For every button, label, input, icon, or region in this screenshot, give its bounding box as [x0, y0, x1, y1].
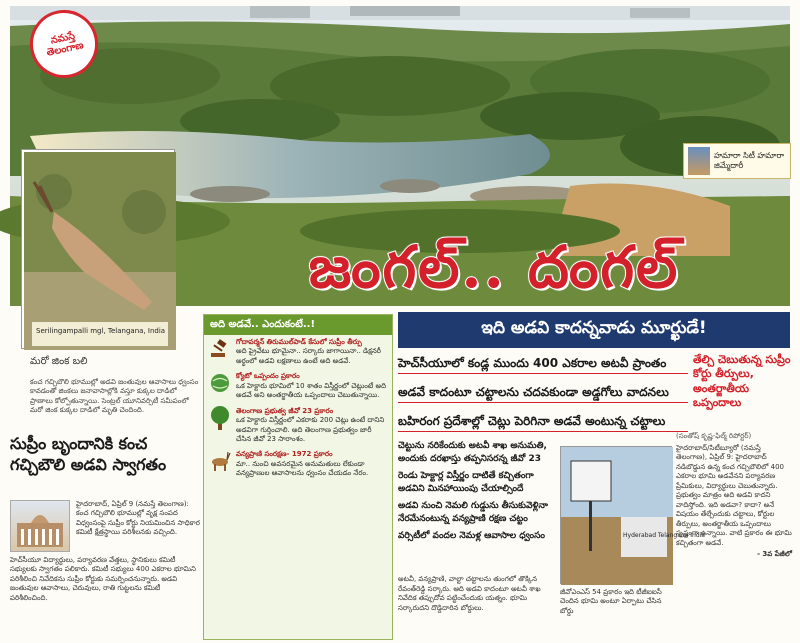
- highlight-line: బహిరంగ ప్రదేశాల్లో చెట్లు పెరిగినా అడవే అంటున్న చట్టాలు: [398, 411, 688, 432]
- info-item: [204, 447, 392, 481]
- reporter-credit: (సంతోష్ కృష్ణ-ఫిల్మ్ రిపోర్టర్): [676, 432, 752, 440]
- deer-photo: [22, 150, 174, 348]
- sign-text: Hyderabad Telangana India: [623, 532, 705, 539]
- inset-caption: హమారా సిటీ హమారా జిమ్మేదారీ: [714, 151, 784, 170]
- mid-body: అటవీ, వన్యప్రాణి, వాల్టా చట్టాలను తుంగలో తొక్కిన రేవంత్‌రెడ్డి సర్కారు. ఆది అడవి కాదంటూ అటవీ శాఖ నివేదిక తప్పుదోవ పట్టించేందుకు యత్నం. భూమి సర్కారుదని దొడ్డిదారిన బోర్డులు.: [398, 575, 541, 612]
- deer-caption: మరో జింక బలి: [30, 356, 88, 367]
- signboard-caption: జీవోఎంఎస్ 54 ప్రకారం ఇది టీజీఐఐసీ చెందిన భూమి అంటూ ఏర్పాటు చేసిన బోర్డు: [560, 588, 662, 615]
- inset-thumbnail: [688, 147, 710, 175]
- side-note: తేల్చి చెబుతున్న సుప్రీం కోర్టు తీర్పులు, అంతర్జాతీయ ఒప్పందాలు: [693, 353, 791, 409]
- quote-banner: ఇది అడవి కాదన్నవాడు మూర్ఖుడే!: [398, 312, 790, 348]
- info-item-text: అది ప్రైవేటు భూమైనా.. సర్కారు జాగాయినా.. డిక్షనరీ అర్థంలో అడవి లక్షణాలు ఉంటే అది అడవే.: [236, 347, 381, 365]
- mid-quote: చెట్టును నరికేందుకు అటవీ శాఖ అనుమతి, అందుకు దరఖాస్తు తప్పనిసరన్న జీవో 23: [398, 441, 547, 464]
- info-item-source: తెలంగాణ ప్రభుత్వ జీవో 23 ప్రకారం: [236, 406, 334, 415]
- signboard-photo: [560, 446, 705, 584]
- logo-text: నమస్తే తెలంగాణ: [45, 30, 85, 59]
- info-item-source: గోదావర్మన్ తిరుముల్‌పాడ్ కేసులో సుప్రీం తీర్పు: [236, 338, 362, 346]
- info-item: [204, 369, 392, 403]
- supreme-court-photo: [10, 500, 70, 552]
- inset-box: [683, 143, 791, 179]
- continued-label: - 3వ పేజీలో: [757, 550, 792, 559]
- main-headline: జంగల్.. దంగల్: [308, 233, 680, 301]
- mid-quote: వర్సిటీలో వందల నెమళ్ల ఆవాసాల ధ్వంసం: [398, 531, 545, 541]
- supreme-heading: సుప్రీం బృందానికి కంచ గచ్చిబౌలి అడవి స్వాగతం: [10, 434, 167, 474]
- info-box-heading: అది అడవే.. ఎందుకంటే..!: [204, 315, 392, 335]
- supreme-body: హెచ్‌సీయూ విద్యార్థులు, పర్యావరణ వేత్తలు, స్థానికులు కమిటీ సభ్యులకు స్వాగతం పలికారు. కమిటీ సభ్యులు 400 ఎకరాల భూమిని పరిశీలించి నివేదికను సుప్రీం కోర్టుకు సమర్పించనున్నారు. అడవి జంతువుల ఆవాసాలు, చెరువులు, రాతి గుట్టలను కమిటీ పరిశీలించింది.: [10, 556, 196, 602]
- deer-icon: [208, 450, 232, 472]
- highlight-line: అడవే కాదంటూ చట్టాలను చదవకుండా అడ్డగోలు వాదనలు: [398, 382, 688, 403]
- info-item: [204, 335, 392, 369]
- right-article: [676, 432, 792, 560]
- deer-subtext: కంచ గచ్చిబౌలి భూముల్లో అడవి జంతువుల ఆవాసాలు ధ్వంసం కావడంతో జింకలు జనావాసాల్లోకి వస్తూ కుక్కల దాడిలో ప్రాణాలు కోల్పోతున్నాయి. సెంట్రల్ యూనివర్సిటీ సమీపంలో మరో జింక కుక్కల దాడిలో మృతి చెందింది.: [30, 378, 199, 415]
- info-item-source: క్యోటో ఒప్పందం ప్రకారం: [236, 372, 300, 381]
- info-item-text: మా.. నుంచి అవసరమైన అనుమతులు లేకుండా వన్యప్రాణుల ఆవాసాలను ధ్వంసం చేయడం నేరం.: [236, 459, 369, 478]
- tree-icon: [208, 407, 232, 429]
- info-item: [204, 404, 392, 448]
- deer-watermark: Serilingampalli mgl, Telangana, India: [36, 327, 166, 335]
- supreme-photo-text: హైదరాబాద్, ఏప్రిల్ 9 (నమస్తే తెలంగాణ): కంచ గచ్చిబౌలి భూముల్లో వృక్ష సంపద విధ్వంసంపై సుప్రీం కోర్టు నియమించిన సాధికార కమిటీ క్షేత్రస్థాయి పరిశీలనకు వచ్చింది.: [76, 500, 200, 537]
- mid-quote: అడవి నుంచి నెమలి గుడ్డును తీసుకువెళ్లినా నేరమేనంటున్న వన్యప్రాణి రక్షణ చట్టం: [398, 501, 548, 524]
- gavel-icon: [208, 338, 232, 360]
- globe-icon: [208, 372, 232, 394]
- info-item-source: వన్యప్రాణి సంరక్షణ- 1972 ప్రకారం: [236, 450, 333, 459]
- info-item-text: ఒక హెక్టారు భూమిలో 10 శాతం విస్తీర్ణంలో చెట్లుంటే అది అడవే అని అంతర్జాతీయ ఒప్పందాలు చెబుతున్నాయి.: [236, 381, 387, 400]
- right-article-text: హైదరాబాద్/సిటీబ్యూరో (నమస్తే తెలంగాణ), ఏప్రిల్ 9: హైదరాబాద్ నడిబొడ్డున ఉన్న కంచ గచ్చిబౌలిలో 400 ఎకరాల భూమి అడవేనని పర్యావరణ ప్రేమికులు, విద్యార్థులు చెబుతున్నారు. ప్రభుత్వం మాత్రం అది అడవి కాదని వాదిస్తోంది. ఇది అడవా? కాదా? అనే విషయం తేల్చేందుకు చట్టాలు, కోర్టుల తీర్పులు, అంతర్జాతీయ ఒప్పందాలు స్పష్టంగా ఉన్నాయి. వాటి ప్రకారం ఈ భూమి కచ్చితంగా అడవే.: [676, 443, 792, 547]
- mid-quote: రెండు హెక్టార్ల విస్తీర్ణం దాటితే కచ్చితంగా అడవిని మినహాయింపు చేయాల్సిందే: [398, 471, 534, 494]
- highlight-line: హెచ్‌సీయూలో కండ్ల ముందు 400 ఎకరాల అటవీ ప్రాంతం: [398, 353, 688, 374]
- info-box: [203, 314, 393, 640]
- info-item-text: ఒక హెక్టారు విస్తీర్ణంలో ఎకరాకు 200 చెట్లు ఉంటే దానిని అడవిగా గుర్తించాలి. అది తెలంగాణ ప్రభుత్వం జారీ చేసిన జీవో 23 సారాంశం.: [236, 416, 385, 443]
